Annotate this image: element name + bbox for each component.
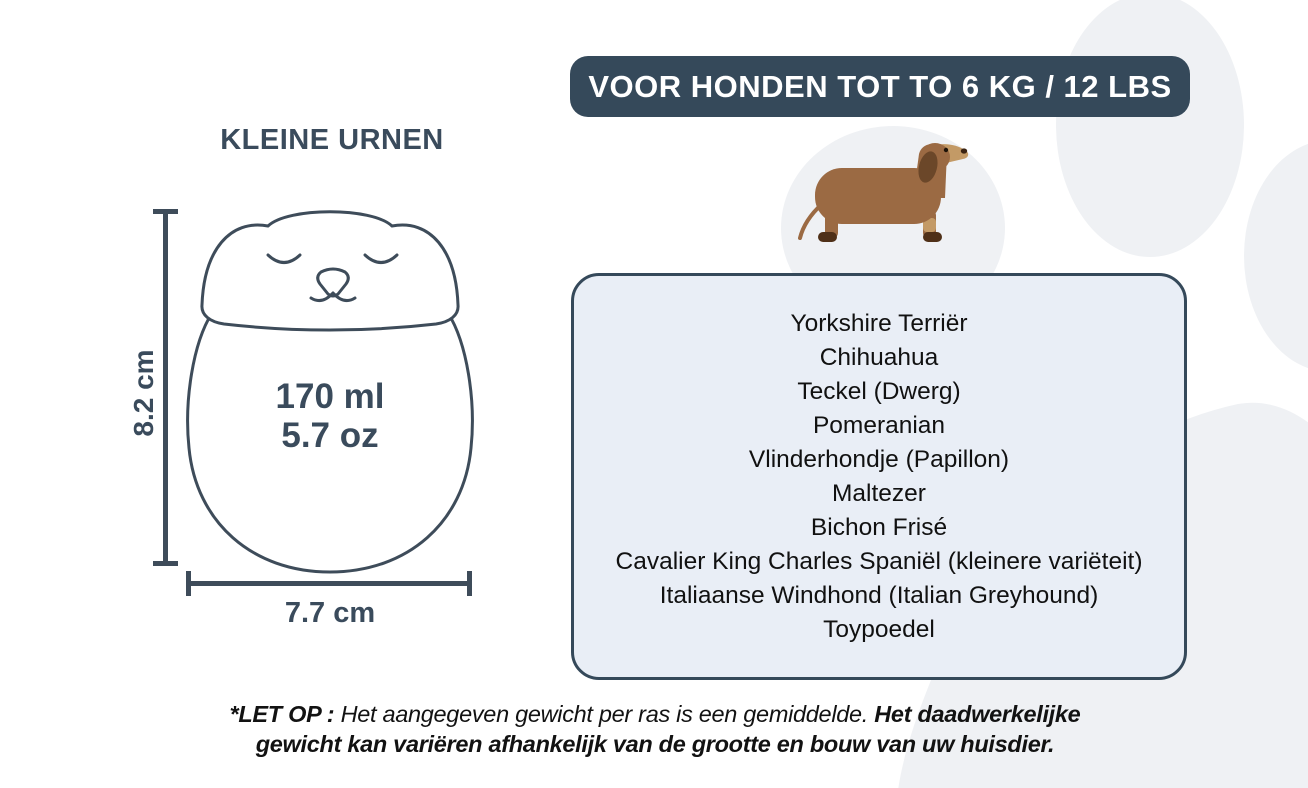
breed-list-item: Bichon Frisé	[810, 513, 948, 541]
dog-rear-paw	[818, 232, 837, 242]
footnote-middle: Het aangegeven gewicht per ras is een gemiddelde.	[340, 701, 869, 727]
breed-list-item: Toypoedel	[823, 615, 935, 643]
page-title: KLEINE URNEN	[220, 124, 444, 156]
urn-volume	[180, 377, 480, 455]
height-dimension-cap	[153, 561, 178, 566]
dog-front-paw	[923, 232, 942, 242]
dog-nose-icon	[961, 148, 967, 153]
paw-toe-icon	[1244, 140, 1308, 372]
urn-head	[202, 212, 458, 330]
breed-list-item: Vlinderhondje (Papillon)	[748, 445, 1010, 473]
width-label: 7.7 cm	[284, 597, 376, 629]
breed-list-item: Italiaanse Windhond (Italian Greyhound)	[659, 581, 1099, 609]
paw-toe-icon	[1056, 0, 1244, 257]
height-label: 8.2 cm	[128, 349, 159, 437]
width-dimension-cap	[467, 571, 472, 596]
dachshund-illustration	[795, 138, 970, 250]
breed-list-item: Maltezer	[832, 479, 926, 507]
height-dimension-line	[163, 211, 168, 566]
footnote	[184, 699, 1126, 759]
breed-list-box	[571, 273, 1187, 680]
breed-list-item: Chihuahua	[819, 343, 939, 371]
breed-list-item: Yorkshire Terriër	[790, 309, 968, 337]
footnote-bold: Het daadwerkelijke gewicht kan variëren afhankelijk van de grootte en bouw van uw huisdier.	[255, 701, 1081, 757]
volume-ml: 170 ml	[275, 377, 385, 416]
volume-oz: 5.7 oz	[281, 416, 379, 455]
breed-list-item: Teckel (Dwerg)	[797, 377, 961, 405]
breed-list-item: Pomeranian	[812, 411, 946, 439]
height-dimension-cap	[153, 209, 178, 214]
breed-list-item: Cavalier King Charles Spaniël (kleinere variëteit)	[615, 547, 1143, 575]
size-badge: VOOR HONDEN TOT TO 6 KG / 12 LBS	[570, 56, 1190, 117]
width-dimension-line	[188, 581, 472, 586]
dog-eye-icon	[944, 148, 948, 152]
footnote-prefix: *LET OP :	[229, 701, 335, 727]
width-dimension-cap	[186, 571, 191, 596]
